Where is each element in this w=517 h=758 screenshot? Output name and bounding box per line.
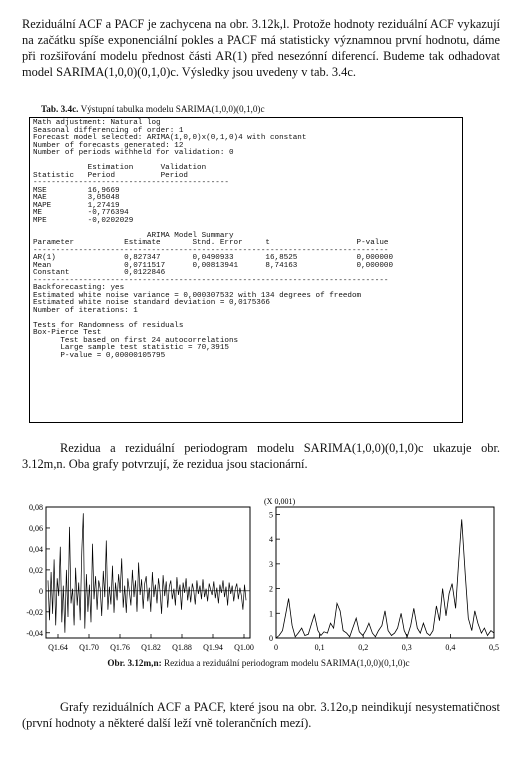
output-line: Parameter Estimate Stnd. Error t P-value [33,239,389,247]
output-line: Backforecasting: yes [33,284,125,292]
output-line: Constant 0,0122846 [33,269,166,277]
x-tick-label: Q1.88 [172,643,192,652]
figure-caption [0,658,517,668]
y-tick-label: 5 [269,510,273,520]
x-tick-label: Q1.00 [234,643,254,652]
figure-caption-text: Rezidua a reziduální periodogram modelu SARIMA(1,0,0)(0,1,0)c [161,658,410,668]
output-line: Box-Pierce Test [33,329,102,337]
y-tick-label: 0 [39,586,43,596]
residuals-series-line [48,513,246,633]
x-tick-label: 0,2 [358,643,369,652]
output-line: Number of periods withheld for validation: 0 [33,149,234,157]
output-line: ------------------------------------------------------------------------------ [33,246,389,255]
y-tick-label: 0,06 [29,523,43,533]
output-line: P-value = 0,00000105795 [33,351,166,360]
x-tick-label: 0 [274,643,278,652]
output-line: Test based on first 24 autocorrelations [33,336,239,345]
plot-frame [46,507,250,638]
output-line: MAE 3,05048 [33,194,120,202]
output-line: ------------------------------------------------------------------------------ [33,276,389,285]
output-line: Tests for Randomness of residuals [33,321,184,330]
x-tick-label: 0,5 [489,643,499,652]
y-tick-label: 1 [269,609,273,619]
output-line: MSE 16,9669 [33,186,120,195]
output-line: AR(1) 0,827347 0,0490933 16,8525 0,000000 [33,254,394,262]
y-tick-label: 0,08 [29,503,43,512]
y-tick-label: 2 [269,584,273,594]
y-tick-label: -0,04 [26,628,43,638]
output-line: Seasonal differencing of order: 1 [33,126,184,135]
table-caption-text: Výstupní tabulka modelu SARIMA(1,0,0)(0,1,0)c [78,104,265,114]
scale-label: (X 0,001) [264,497,296,506]
output-line: Statistic Period Period [33,171,188,180]
y-tick-label: 3 [269,559,273,569]
output-line: ARIMA Model Summary [33,231,234,240]
x-tick-label: Q1.64 [48,643,68,652]
x-tick-label: Q1.94 [203,643,223,652]
output-line: Large sample test statistic = 70,3915 [33,344,229,352]
y-tick-label: 0,04 [29,544,43,554]
output-line: Forecast model selected: ARIMA(1,0,0)x(0,1,0)4 with constant [33,134,307,142]
output-line: Number of forecasts generated: 12 [33,141,184,150]
output-line: Estimated white noise standard deviation = 0,0175366 [33,299,270,307]
residuals-chart [20,495,260,660]
output-line: ME -0,776394 [33,209,129,217]
output-line: Number of iterations: 1 [33,306,138,315]
table-caption [41,104,265,114]
acf-pacf-paragraph: Grafy reziduálních ACF a PACF, které jsou na obr. 3.12o,p neindikují nesystematičnost (první hodnoty a některé další leží vně tolerančních mezí). [22,700,500,730]
x-tick-label: 0,4 [445,643,456,652]
arima-output-text [33,120,393,360]
output-line: ------------------------------------------- [33,179,229,187]
x-tick-label: 0,1 [314,643,325,652]
output-line: MPE -0,0202029 [33,216,134,225]
x-tick-label: Q1.76 [110,643,130,652]
periodogram-series-line [276,519,494,638]
output-line: Math adjustment: Natural log [33,119,161,127]
y-tick-label: 4 [269,535,273,545]
x-tick-label: Q1.70 [79,643,99,652]
periodogram-chart [262,495,504,660]
x-tick-label: Q1.82 [141,643,161,652]
table-caption-label: Tab. 3.4c. [41,104,79,114]
output-line: Estimation Validation [33,164,207,172]
y-tick-label: 0 [269,634,273,643]
y-tick-label: -0,02 [26,607,43,617]
x-tick-label: 0,3 [401,643,412,652]
output-line: Mean 0,0711517 0,00813941 8,74163 0,000000 [33,261,394,270]
output-line: Estimated white noise variance = 0,000307532 with 134 degrees of freedom [33,291,362,300]
residuals-paragraph: Rezidua a reziduální periodogram modelu SARIMA(1,0,0)(0,1,0)c ukazuje obr. 3.12m,n. Oba grafy potvrzují, že rezidua jsou stacionární. [22,441,500,471]
output-line: MAPE 1,27419 [33,201,120,210]
y-tick-label: 0,02 [29,565,43,575]
intro-paragraph: Reziduální ACF a PACF je zachycena na obr. 3.12k,l. Protože hodnoty reziduální ACF vykazují na začátku spíše exponenciální pokles a PACF má statisticky významnou první hodnotu, dáme při rozšiřování modelu přednost části AR(1) před nesezónní diferencí. Budeme tak odhadovat model SARIMA(1,0,0)(0,1,0)c. Výsledky jsou uvedeny v tab. 3.4c. [22,17,500,79]
figure-caption-label: Obr. 3.12m,n: [107,658,162,668]
